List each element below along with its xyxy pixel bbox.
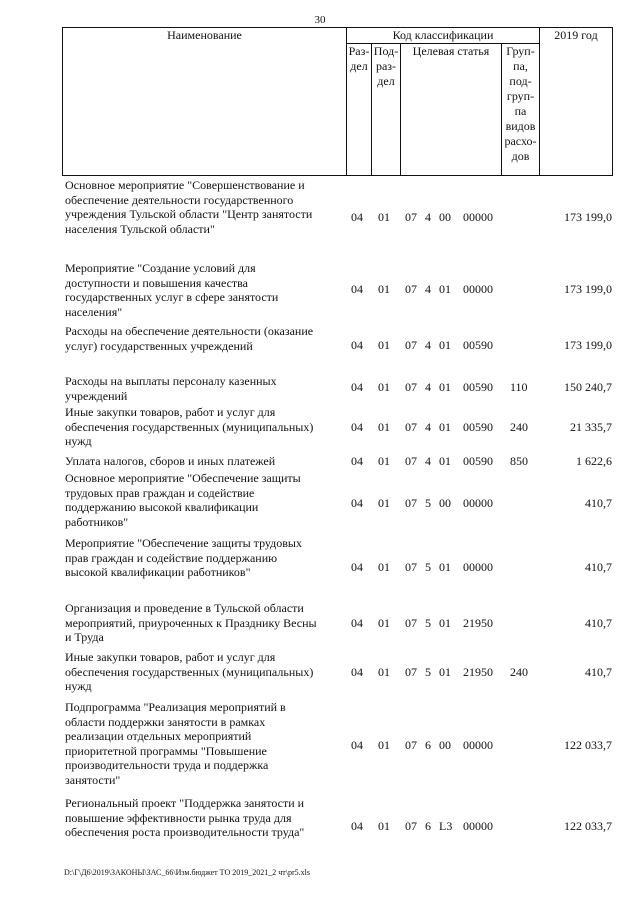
row-name-line: населения" bbox=[65, 304, 123, 319]
cell-amount: 410,7 bbox=[585, 560, 612, 574]
row-name-line: доступности и повышения качества bbox=[65, 275, 249, 290]
cell-target-program: 07 bbox=[405, 210, 417, 224]
cell-podrazdel: 01 bbox=[378, 380, 390, 394]
cell-target-subprogram: 4 bbox=[425, 282, 431, 296]
cell-razdel: 04 bbox=[351, 454, 363, 468]
cell-group: 110 bbox=[510, 380, 528, 394]
row-name-line: работников" bbox=[65, 514, 129, 529]
table-header bbox=[62, 27, 613, 176]
row-name-line: занятости" bbox=[65, 772, 121, 787]
row-name bbox=[65, 178, 341, 236]
cell-target-subprogram: 4 bbox=[425, 380, 431, 394]
cell-target-event: 01 bbox=[439, 380, 451, 394]
cell-podrazdel: 01 bbox=[378, 616, 390, 630]
cell-target-program: 07 bbox=[405, 738, 417, 752]
row-name-line: Расходы на выплаты персоналу казенных bbox=[65, 374, 277, 388]
cell-target-program: 07 bbox=[405, 496, 417, 510]
row-name-line: Региональный проект "Поддержка занятости и bbox=[65, 796, 305, 810]
row-name-line: Расходы на обеспечение деятельности (оказание bbox=[65, 324, 314, 338]
cell-target-event: 00 bbox=[439, 738, 451, 752]
cell-target-direction: 00000 bbox=[463, 210, 493, 224]
cell-razdel: 04 bbox=[351, 282, 363, 296]
cell-target-event: 01 bbox=[439, 454, 451, 468]
row-name-line: обеспечения государственных (муниципальных) bbox=[65, 419, 314, 434]
cell-target-subprogram: 5 bbox=[425, 665, 431, 679]
cell-target-direction: 00000 bbox=[463, 560, 493, 574]
row-name-line: нужд bbox=[65, 679, 92, 694]
cell-podrazdel: 01 bbox=[378, 420, 390, 434]
row-codes bbox=[0, 819, 640, 834]
row-name-line: Иные закупки товаров, работ и услуг для bbox=[65, 650, 276, 664]
row-name-line: Основное мероприятие "Обеспечение защиты bbox=[65, 471, 301, 485]
row-name-line: области поддержки занятости в рамках bbox=[65, 714, 266, 729]
cell-podrazdel: 01 bbox=[378, 282, 390, 296]
row-name-line: мероприятий, приуроченных к Празднику Весны bbox=[65, 615, 317, 630]
cell-razdel: 04 bbox=[351, 380, 363, 394]
row-name-line: Основное мероприятие "Совершенствование и bbox=[65, 178, 305, 192]
cell-target-subprogram: 6 bbox=[425, 738, 431, 752]
cell-podrazdel: 01 bbox=[378, 560, 390, 574]
cell-target-event: 01 bbox=[439, 282, 451, 296]
cell-amount: 150 240,7 bbox=[564, 380, 612, 394]
cell-podrazdel: 01 bbox=[378, 819, 390, 833]
cell-target-direction: 21950 bbox=[463, 665, 493, 679]
row-name-line: населения Тульской области" bbox=[65, 221, 215, 236]
row-codes bbox=[0, 210, 640, 225]
cell-target-subprogram: 5 bbox=[425, 616, 431, 630]
cell-razdel: 04 bbox=[351, 738, 363, 752]
row-name-line: обеспечение деятельности государственного bbox=[65, 192, 294, 207]
file-path-footer: D:\Г\Д6\2019\ЗАКОНЫ\ЗАС_66\Изм.бюджет ТО 2019_2021_2 чт\pr5.xls bbox=[64, 868, 310, 877]
header-group-line: под- bbox=[509, 74, 532, 88]
page-number: 30 bbox=[314, 14, 326, 26]
cell-group: 850 bbox=[510, 454, 528, 468]
cell-amount: 122 033,7 bbox=[564, 819, 612, 833]
header-podrazdel bbox=[372, 44, 401, 176]
header-podrazdel-line: дел bbox=[377, 74, 395, 88]
header-name-label: Наименование bbox=[167, 28, 242, 42]
header-razdel-line: дел bbox=[350, 59, 368, 73]
cell-target-program: 07 bbox=[405, 282, 417, 296]
cell-target-event: 01 bbox=[439, 560, 451, 574]
row-name-line: Уплата налогов, сборов и иных платежей bbox=[65, 454, 276, 468]
cell-target-event: 00 bbox=[439, 210, 451, 224]
cell-razdel: 04 bbox=[351, 210, 363, 224]
header-group-line: видов bbox=[505, 119, 536, 133]
cell-target-program: 07 bbox=[405, 380, 417, 394]
cell-podrazdel: 01 bbox=[378, 454, 390, 468]
header-group-line: па, bbox=[513, 59, 528, 73]
cell-podrazdel: 01 bbox=[378, 665, 390, 679]
row-name-line: поддержанию высокой квалификации bbox=[65, 500, 259, 515]
row-name-line: Мероприятие "Создание условий для bbox=[65, 261, 256, 275]
cell-amount: 410,7 bbox=[585, 496, 612, 510]
cell-amount: 410,7 bbox=[585, 665, 612, 679]
row-codes bbox=[0, 420, 640, 435]
row-name-line: реализации отдельных мероприятий bbox=[65, 729, 252, 744]
cell-target-program: 07 bbox=[405, 819, 417, 833]
row-codes bbox=[0, 738, 640, 753]
cell-target-program: 07 bbox=[405, 665, 417, 679]
row-name-line: высокой квалификации работников" bbox=[65, 565, 251, 580]
row-name-line: услуг) государственных учреждений bbox=[65, 338, 253, 353]
row-name-line: производительности труда и поддержка bbox=[65, 758, 269, 773]
header-razdel-line: Раз- bbox=[348, 44, 370, 58]
row-name-line: повышение эффективности рынка труда для bbox=[65, 810, 292, 825]
cell-amount: 410,7 bbox=[585, 616, 612, 630]
row-name-line: нужд bbox=[65, 434, 92, 449]
row-name-line: обеспечения государственных (муниципальных) bbox=[65, 664, 314, 679]
cell-target-direction: 00590 bbox=[463, 454, 493, 468]
row-codes bbox=[0, 616, 640, 631]
cell-target-subprogram: 6 bbox=[425, 819, 431, 833]
row-codes bbox=[0, 338, 640, 353]
row-name-line: учреждения Тульской области "Центр занятости bbox=[65, 207, 313, 222]
cell-target-event: 01 bbox=[439, 665, 451, 679]
row-codes bbox=[0, 665, 640, 680]
row-name-line: Подпрограмма "Реализация мероприятий в bbox=[65, 700, 286, 714]
row-name-line: трудовых прав граждан и содействие bbox=[65, 485, 255, 500]
cell-target-direction: 00000 bbox=[463, 282, 493, 296]
cell-target-direction: 21950 bbox=[463, 616, 493, 630]
cell-podrazdel: 01 bbox=[378, 210, 390, 224]
cell-target-event: L3 bbox=[439, 819, 453, 833]
cell-amount: 173 199,0 bbox=[564, 210, 612, 224]
cell-target-direction: 00000 bbox=[463, 738, 493, 752]
header-name bbox=[63, 28, 347, 176]
header-year bbox=[540, 28, 613, 176]
cell-target-program: 07 bbox=[405, 616, 417, 630]
cell-target-event: 00 bbox=[439, 496, 451, 510]
row-name-line: Организация и проведение в Тульской области bbox=[65, 601, 304, 615]
cell-target-subprogram: 5 bbox=[425, 560, 431, 574]
cell-group: 240 bbox=[510, 665, 528, 679]
cell-target-program: 07 bbox=[405, 338, 417, 352]
row-codes bbox=[0, 496, 640, 511]
row-name-line: Мероприятие "Обеспечение защиты трудовых bbox=[65, 536, 302, 550]
cell-podrazdel: 01 bbox=[378, 338, 390, 352]
row-name-line: приоритетной программы "Повышение bbox=[65, 743, 267, 758]
cell-target-event: 01 bbox=[439, 338, 451, 352]
row-codes bbox=[0, 282, 640, 297]
header-year-label: 2019 год bbox=[554, 28, 598, 42]
cell-target-direction: 00590 bbox=[463, 380, 493, 394]
cell-razdel: 04 bbox=[351, 665, 363, 679]
row-name-line: Иные закупки товаров, работ и услуг для bbox=[65, 405, 276, 419]
row-name-line: обеспечения роста производительности труда" bbox=[65, 825, 305, 840]
header-razdel bbox=[347, 44, 372, 176]
cell-amount: 1 622,6 bbox=[576, 454, 612, 468]
cell-razdel: 04 bbox=[351, 560, 363, 574]
cell-amount: 173 199,0 bbox=[564, 338, 612, 352]
header-code bbox=[347, 28, 540, 44]
cell-amount: 122 033,7 bbox=[564, 738, 612, 752]
header-code-label: Код классификации bbox=[392, 28, 494, 42]
cell-podrazdel: 01 bbox=[378, 496, 390, 510]
header-group-line: Груп- bbox=[506, 44, 535, 58]
cell-target-direction: 00000 bbox=[463, 496, 493, 510]
cell-razdel: 04 bbox=[351, 338, 363, 352]
cell-razdel: 04 bbox=[351, 496, 363, 510]
header-target-label: Целевая статья bbox=[412, 44, 490, 58]
cell-target-direction: 00590 bbox=[463, 338, 493, 352]
cell-podrazdel: 01 bbox=[378, 738, 390, 752]
header-group-line: дов bbox=[511, 149, 530, 163]
header-podrazdel-line: Под- bbox=[373, 44, 399, 58]
cell-group: 240 bbox=[510, 420, 528, 434]
cell-target-program: 07 bbox=[405, 420, 417, 434]
row-name-line: государственных услуг в сфере занятости bbox=[65, 290, 279, 305]
cell-target-program: 07 bbox=[405, 560, 417, 574]
row-name-line: учреждений bbox=[65, 388, 128, 403]
cell-target-subprogram: 5 bbox=[425, 496, 431, 510]
cell-razdel: 04 bbox=[351, 420, 363, 434]
cell-target-subprogram: 4 bbox=[425, 338, 431, 352]
cell-target-event: 01 bbox=[439, 420, 451, 434]
row-codes bbox=[0, 560, 640, 575]
row-name-line: и Труда bbox=[65, 630, 104, 645]
cell-target-direction: 00590 bbox=[463, 420, 493, 434]
header-group-line: расхо- bbox=[504, 134, 537, 148]
header-group-line: груп- bbox=[506, 89, 535, 103]
cell-target-program: 07 bbox=[405, 454, 417, 468]
row-name-line: прав граждан и содействие поддержанию bbox=[65, 550, 278, 565]
cell-amount: 173 199,0 bbox=[564, 282, 612, 296]
header-group bbox=[502, 44, 540, 176]
row-codes bbox=[0, 454, 640, 469]
cell-target-event: 01 bbox=[439, 616, 451, 630]
cell-target-subprogram: 4 bbox=[425, 420, 431, 434]
cell-amount: 21 335,7 bbox=[570, 420, 612, 434]
cell-razdel: 04 bbox=[351, 819, 363, 833]
header-target bbox=[401, 44, 502, 176]
cell-target-direction: 00000 bbox=[463, 819, 493, 833]
cell-target-subprogram: 4 bbox=[425, 210, 431, 224]
cell-razdel: 04 bbox=[351, 616, 363, 630]
header-group-line: па bbox=[514, 104, 527, 118]
cell-target-subprogram: 4 bbox=[425, 454, 431, 468]
header-podrazdel-line: раз- bbox=[375, 59, 397, 73]
row-codes bbox=[0, 380, 640, 395]
